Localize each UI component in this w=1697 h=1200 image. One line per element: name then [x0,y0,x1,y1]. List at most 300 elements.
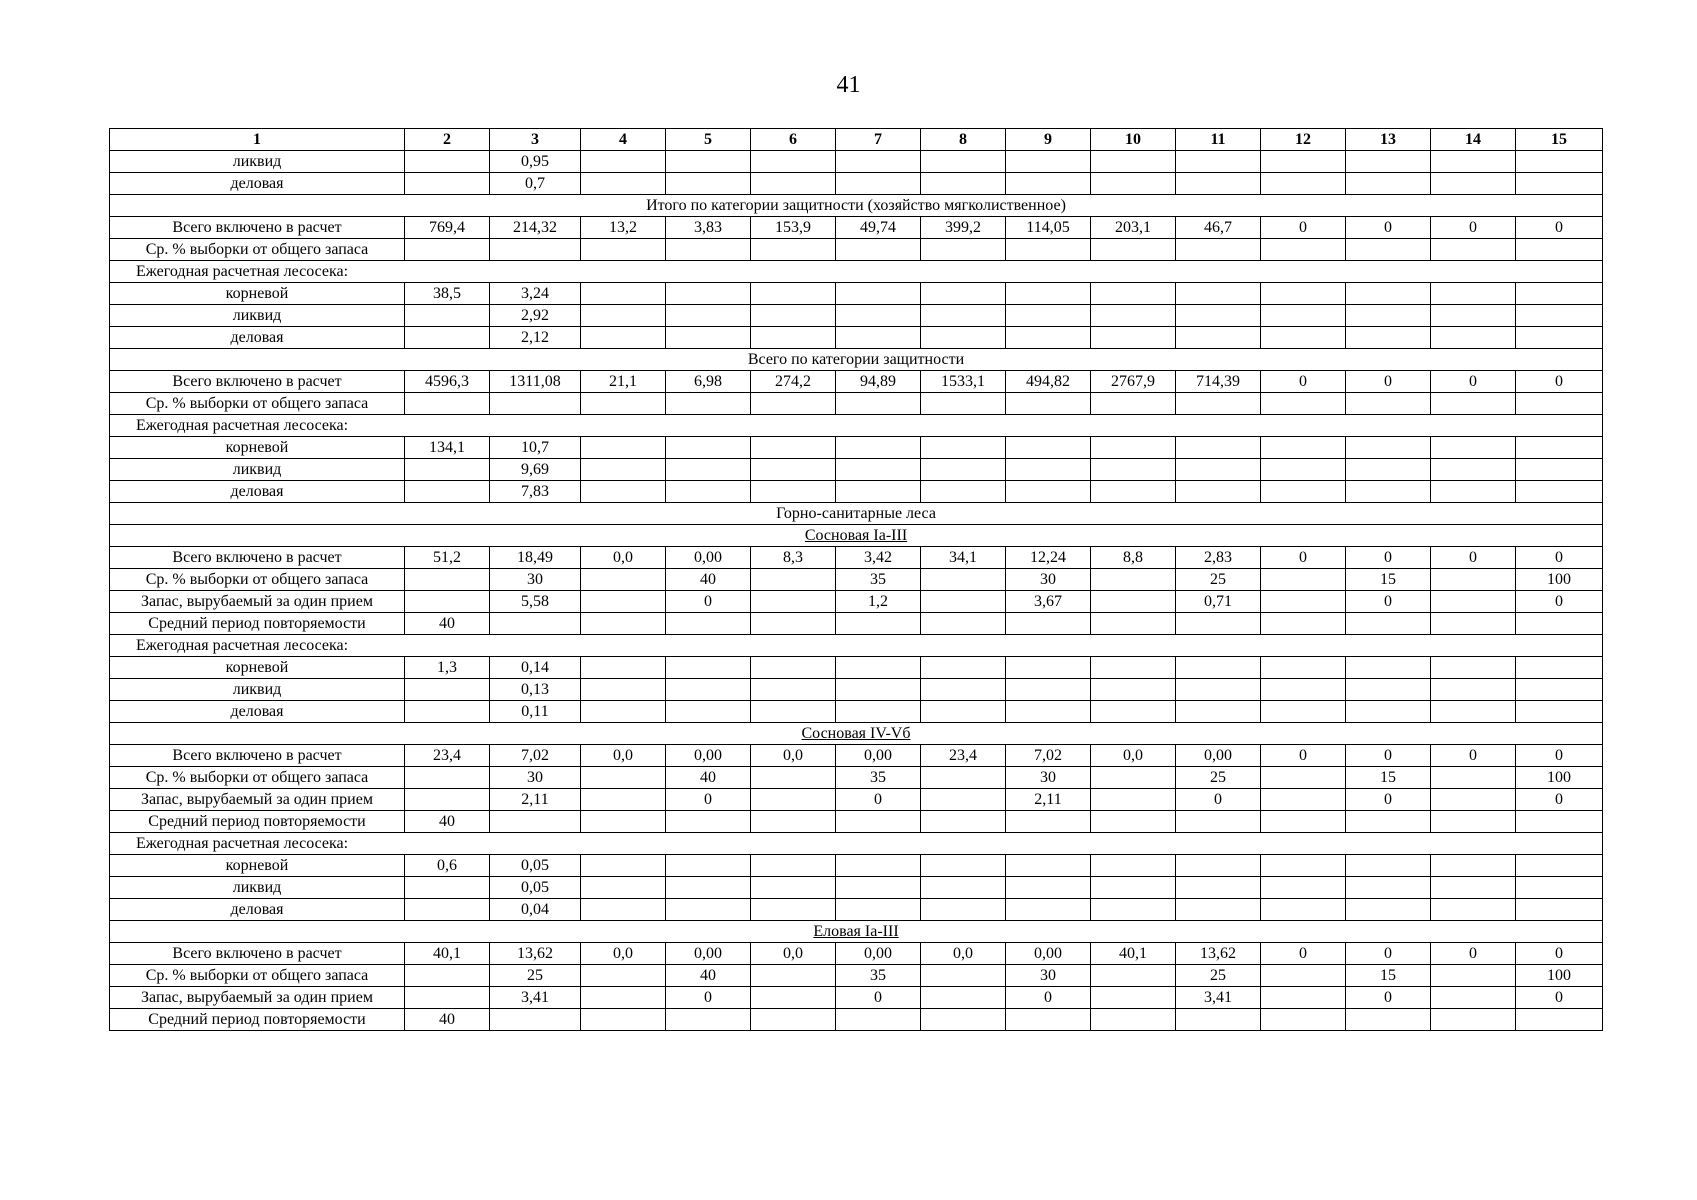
table-cell [836,173,921,195]
table-cell: 0,05 [490,855,581,877]
table-cell [836,701,921,723]
table-cell [581,679,666,701]
table-cell [1346,393,1431,415]
table-row [110,701,1603,723]
row-label: Всего включено в расчет [110,745,405,767]
table-cell [1261,305,1346,327]
table-cell [581,305,666,327]
row-label: Всего включено в расчет [110,371,405,393]
table-cell: 25 [1176,965,1261,987]
table-cell: 25 [1176,569,1261,591]
table-row [110,591,1603,613]
table-cell [1091,767,1176,789]
table-cell: 0 [666,789,751,811]
header-cell: 13 [1346,129,1431,151]
row-label: корневой [110,657,405,679]
table-cell [1431,437,1516,459]
table-cell: 0,0 [921,943,1006,965]
table-cell [1006,437,1091,459]
table-cell [490,811,581,833]
table-cell [921,899,1006,921]
page-number: 41 [836,72,861,98]
table-cell [581,173,666,195]
table-cell [1091,283,1176,305]
table-cell [1006,459,1091,481]
table-cell [1431,877,1516,899]
table-cell [1091,789,1176,811]
header-cell: 3 [490,129,581,151]
table-cell [1176,239,1261,261]
table-cell [1346,877,1431,899]
table-row [110,173,1603,195]
table-cell [1176,327,1261,349]
section-title: Всего по категории защитности [110,349,1603,371]
table-cell: 0,00 [666,547,751,569]
table-row [110,151,1603,173]
table-cell [751,459,836,481]
table-cell [1176,855,1261,877]
table-cell [921,151,1006,173]
table-cell: 0,00 [1176,745,1261,767]
table-row [110,679,1603,701]
table-cell [1261,151,1346,173]
table-cell [581,1009,666,1031]
table-cell [1091,437,1176,459]
table-cell [581,569,666,591]
table-cell [1261,481,1346,503]
table-cell: 2,12 [490,327,581,349]
table-cell [1346,437,1431,459]
subsection-label: Ежегодная расчетная лесосека: [110,833,1603,855]
table-cell: 0 [1516,547,1603,569]
table-cell [1091,899,1176,921]
table-cell [1261,283,1346,305]
table-cell [836,459,921,481]
table-cell [1431,459,1516,481]
table-cell [921,239,1006,261]
table-cell [1006,811,1091,833]
table-cell [405,679,490,701]
table-cell [1176,613,1261,635]
table-row [110,437,1603,459]
table-cell: 0 [1261,547,1346,569]
row-label: корневой [110,855,405,877]
table-cell [490,239,581,261]
table-cell [1516,657,1603,679]
table-row [110,283,1603,305]
table-cell [1091,481,1176,503]
table-cell [405,305,490,327]
header-cell: 4 [581,129,666,151]
table-cell [1431,767,1516,789]
table-cell [836,899,921,921]
table-cell: 13,62 [1176,943,1261,965]
table-cell: 21,1 [581,371,666,393]
table-row [110,569,1603,591]
table-cell [921,283,1006,305]
table-cell [405,899,490,921]
table-cell [751,613,836,635]
table-cell [581,437,666,459]
table-cell [581,591,666,613]
table-cell [1006,481,1091,503]
table-cell [666,679,751,701]
table-cell [581,987,666,1009]
table-row [110,877,1603,899]
table-cell [1346,459,1431,481]
table-cell: 0 [1346,745,1431,767]
table-cell: 13,2 [581,217,666,239]
table-cell [751,239,836,261]
table-row [110,1009,1603,1031]
table-cell [1091,679,1176,701]
subsection-label-row [110,261,1603,283]
row-label: Средний период повторяемости [110,613,405,635]
table-cell: 0 [1261,745,1346,767]
section-row [110,723,1603,745]
table-cell [751,327,836,349]
table-cell [1006,327,1091,349]
table-cell: 0 [1346,987,1431,1009]
table-body [110,129,1603,1031]
table-cell: 0 [1431,217,1516,239]
table-cell: 0,14 [490,657,581,679]
table-cell [1006,239,1091,261]
table-cell: 8,3 [751,547,836,569]
table-cell: 49,74 [836,217,921,239]
table-cell: 0 [1516,371,1603,393]
row-label: ликвид [110,877,405,899]
table-cell: 0 [1346,547,1431,569]
table-row [110,393,1603,415]
table-cell [1346,701,1431,723]
table-cell [666,239,751,261]
table-cell [1261,811,1346,833]
row-label: Ср. % выборки от общего запаса [110,569,405,591]
table-cell [666,173,751,195]
table-row [110,767,1603,789]
table-cell [1091,1009,1176,1031]
table-cell [666,657,751,679]
table-cell [751,657,836,679]
table-cell [1261,613,1346,635]
table-cell [1091,459,1176,481]
table-cell: 23,4 [405,745,490,767]
table-cell: 7,02 [1006,745,1091,767]
table-cell [1431,811,1516,833]
table-cell [1261,569,1346,591]
row-label: деловая [110,481,405,503]
table-cell: 769,4 [405,217,490,239]
row-label: Всего включено в расчет [110,943,405,965]
table-cell: 40 [666,767,751,789]
table-cell [751,679,836,701]
table-cell [836,1009,921,1031]
table-cell: 2,83 [1176,547,1261,569]
table-cell: 40 [405,811,490,833]
table-cell [1516,151,1603,173]
table-cell: 100 [1516,965,1603,987]
table-cell [1431,481,1516,503]
table-cell: 0,7 [490,173,581,195]
table-cell: 94,89 [836,371,921,393]
table-cell: 0 [1261,943,1346,965]
table-cell [1431,305,1516,327]
table-cell: 274,2 [751,371,836,393]
table-cell: 0,00 [1006,943,1091,965]
section-row [110,195,1603,217]
table-cell: 2,11 [490,789,581,811]
row-label: ликвид [110,151,405,173]
row-label: Запас, вырубаемый за один прием [110,591,405,613]
table-cell [1091,855,1176,877]
header-cell: 2 [405,129,490,151]
table-cell: 0,00 [836,943,921,965]
row-label: деловая [110,701,405,723]
table-cell [751,569,836,591]
table-cell: 40 [405,613,490,635]
table-cell [1431,613,1516,635]
table-cell: 203,1 [1091,217,1176,239]
table-cell [1006,877,1091,899]
table-cell [1176,151,1261,173]
table-cell: 3,67 [1006,591,1091,613]
table-cell [1261,327,1346,349]
table-cell [921,327,1006,349]
row-label: Средний период повторяемости [110,1009,405,1031]
table-cell [1516,283,1603,305]
table-row [110,217,1603,239]
table-cell [751,481,836,503]
table-cell [921,305,1006,327]
table-cell [405,151,490,173]
table-cell [1091,151,1176,173]
table-cell: 0 [1346,943,1431,965]
table-cell [1431,701,1516,723]
table-cell [836,393,921,415]
table-cell [666,899,751,921]
subsection-label-row [110,635,1603,657]
table-cell: 153,9 [751,217,836,239]
table-row [110,371,1603,393]
table-cell [836,877,921,899]
table-cell [666,437,751,459]
table-cell [405,459,490,481]
table-cell [581,283,666,305]
table-cell [1091,987,1176,1009]
table-cell [405,877,490,899]
table-cell [1261,591,1346,613]
table-cell [1346,899,1431,921]
table-cell [1006,151,1091,173]
table-cell [666,327,751,349]
table-cell: 0 [666,987,751,1009]
table-cell [490,393,581,415]
table-cell [1516,437,1603,459]
table-cell [1006,1009,1091,1031]
table-cell: 51,2 [405,547,490,569]
table-cell: 1311,08 [490,371,581,393]
table-cell [1261,767,1346,789]
table-cell [1431,327,1516,349]
table-cell: 0,04 [490,899,581,921]
row-label: Ср. % выборки от общего запаса [110,239,405,261]
table-row [110,811,1603,833]
table-cell [666,1009,751,1031]
table-cell [1516,239,1603,261]
table-cell: 40,1 [1091,943,1176,965]
row-label: Ср. % выборки от общего запаса [110,393,405,415]
table-cell: 0,11 [490,701,581,723]
table-cell [751,173,836,195]
table-cell: 2767,9 [1091,371,1176,393]
table-cell [1516,327,1603,349]
table-cell [1431,239,1516,261]
table-row [110,481,1603,503]
table-cell [921,173,1006,195]
table-row [110,965,1603,987]
table-cell [1516,855,1603,877]
table-cell [1431,789,1516,811]
table-cell: 714,39 [1176,371,1261,393]
table-cell: 1,2 [836,591,921,613]
table-cell [921,393,1006,415]
table-cell [1346,283,1431,305]
table-cell [1091,239,1176,261]
header-cell: 1 [110,129,405,151]
table-cell [1346,481,1431,503]
table-cell [1176,305,1261,327]
table-cell: 18,49 [490,547,581,569]
section-row [110,503,1603,525]
table-cell: 0 [666,591,751,613]
table-cell [666,855,751,877]
table-cell [836,481,921,503]
table-row [110,789,1603,811]
table-cell: 10,7 [490,437,581,459]
table-cell [1006,173,1091,195]
table-cell: 15 [1346,569,1431,591]
section-title: Сосновая Ia-III [110,525,1603,547]
table-cell: 15 [1346,965,1431,987]
table-cell [666,877,751,899]
header-cell: 8 [921,129,1006,151]
table-cell [581,151,666,173]
table-cell [1091,965,1176,987]
table-cell [751,855,836,877]
table-cell: 35 [836,965,921,987]
table-cell [1091,173,1176,195]
table-cell [921,767,1006,789]
section-title: Сосновая IV-Vб [110,723,1603,745]
table-cell: 3,83 [666,217,751,239]
table-cell: 134,1 [405,437,490,459]
table-cell: 0,71 [1176,591,1261,613]
table-cell [921,459,1006,481]
row-label: деловая [110,327,405,349]
row-label: Запас, вырубаемый за один прием [110,987,405,1009]
table-cell [1516,811,1603,833]
table-cell [666,701,751,723]
table-cell [1176,173,1261,195]
table-cell [581,701,666,723]
table-cell [405,987,490,1009]
table-cell [1431,283,1516,305]
table-cell [666,613,751,635]
table-cell [581,239,666,261]
table-cell [1431,657,1516,679]
table-cell: 15 [1346,767,1431,789]
row-label: Ср. % выборки от общего запаса [110,965,405,987]
table-row [110,327,1603,349]
table-cell: 3,42 [836,547,921,569]
table-cell [1261,173,1346,195]
row-label: ликвид [110,459,405,481]
table-cell [1006,393,1091,415]
table-cell [836,613,921,635]
table-cell [921,1009,1006,1031]
table-cell [1516,1009,1603,1031]
table-cell [581,877,666,899]
table-cell [666,811,751,833]
table-cell: 214,32 [490,217,581,239]
table-cell: 0,05 [490,877,581,899]
table-cell [1091,393,1176,415]
row-label: Всего включено в расчет [110,217,405,239]
table-cell: 2,11 [1006,789,1091,811]
table-cell [1091,613,1176,635]
table-cell: 0 [1516,789,1603,811]
table-cell: 0 [1516,217,1603,239]
table-cell: 0 [1516,987,1603,1009]
table-cell: 30 [1006,965,1091,987]
table-cell [1346,151,1431,173]
table-cell [1261,899,1346,921]
table-cell [1346,811,1431,833]
table-cell [581,393,666,415]
header-row [110,129,1603,151]
table-cell: 40 [666,965,751,987]
table-cell: 9,69 [490,459,581,481]
table-cell: 0 [1431,745,1516,767]
table-cell [666,151,751,173]
table-cell: 0 [836,987,921,1009]
table-cell [405,327,490,349]
table-cell [751,437,836,459]
table-cell [921,987,1006,1009]
table-cell [921,437,1006,459]
table-cell [1176,393,1261,415]
table-cell [581,789,666,811]
table-cell [1261,855,1346,877]
table-cell [581,613,666,635]
table-row [110,745,1603,767]
table-cell: 100 [1516,767,1603,789]
table-cell: 1533,1 [921,371,1006,393]
table-cell [1261,393,1346,415]
table-row [110,239,1603,261]
table-cell [921,965,1006,987]
table-cell: 0 [1176,789,1261,811]
table-cell: 0 [1431,371,1516,393]
table-cell: 0,0 [581,943,666,965]
table-cell [751,987,836,1009]
table-cell [921,679,1006,701]
table-cell: 25 [1176,767,1261,789]
table-cell [836,855,921,877]
table-cell: 0,0 [1091,745,1176,767]
table-cell [1516,679,1603,701]
